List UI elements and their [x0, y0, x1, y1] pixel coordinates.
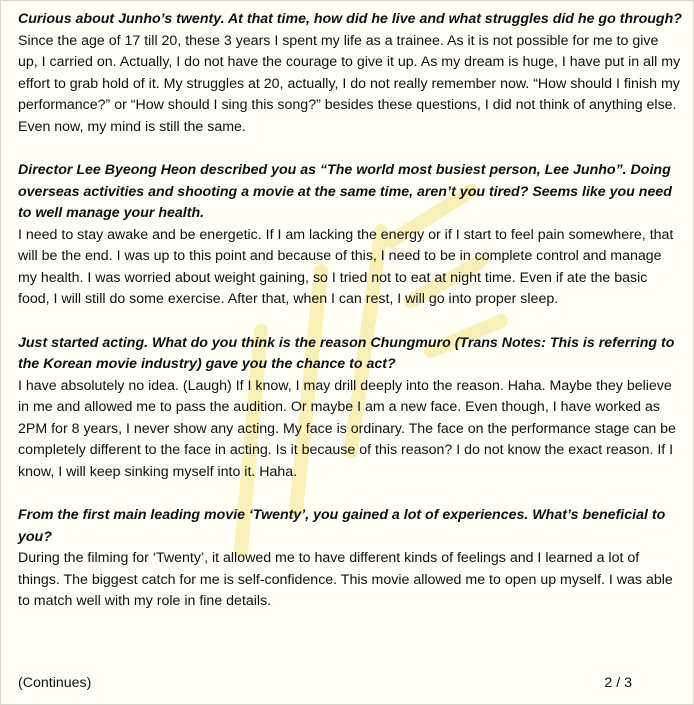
question-4: From the first main leading movie ‘Twenty’, you gained a lot of experiences. What’s beneficial to you? — [18, 507, 666, 545]
qa-block-2 — [18, 160, 682, 311]
page-footer — [18, 673, 632, 695]
question-2: Director Lee Byeong Heon described you as “The world most busiest person, Lee Junho”. Doing overseas activities and shooting a movie at the same time, aren’t you tired? Seems like you need to well manage your health. — [18, 162, 672, 221]
answer-3: I have absolutely no idea. (Laugh) If I know, I may drill deeply into the reason. Haha. Maybe they believe in me and allowed me to pass the audition. Or maybe I am a new face. Even though, I have worked as 2PM for 8 years, I never show any acting. My face is ordinary. The face on the performance stage can be completely different to the face in acting. Is it because of this reason? I do not know the exact reason. If I know, I will keep sinking myself into it. Haha. — [18, 377, 676, 480]
qa-block-1 — [18, 9, 682, 138]
answer-1: Since the age of 17 till 20, these 3 years I spent my life as a trainee. As it is not possible for me to give up, I carried on. Actually, I do not have the courage to give it up. As my dream is huge, I have put in all my effort to grab hold of it. My struggles at 20, actually, I do not really remember now. “How should I finish my performance?” or “How should I sing this song?” besides these questions, I did not think of anything else. Even now, my mind is still the same. — [18, 32, 681, 135]
continues-label: (Continues) — [18, 675, 92, 691]
answer-4: During the filming for ‘Twenty’, it allowed me to have different kinds of feelings and I learned a lot of things. The biggest catch for me is self-confidence. This movie allowed me to open up myself. I was able to match well with my role in fine details. — [18, 550, 673, 609]
question-3: Just started acting. What do you think is the reason Chungmuro (Trans Notes: This is referring to the Korean movie industry) gave you the chance to act? — [18, 334, 675, 372]
page-number: 2 / 3 — [604, 675, 632, 691]
question-1: Curious about Junho’s twenty. At that time, how did he live and what struggles did he go through? — [18, 11, 682, 27]
interview-content — [18, 9, 682, 635]
answer-2: I need to stay awake and be energetic. If I am lacking the energy or if I start to feel pain somewhere, that will be the end. I was up to this point and because of this, I need to be in complete control and manage my health. I was worried about weight gaining, so I tried not to eat at night time. Even if ate the basic food, I will still do some exercise. After that, when I can rest, I will go into proper sleep. — [18, 226, 674, 307]
qa-block-3 — [18, 333, 682, 484]
qa-block-4 — [18, 505, 682, 613]
